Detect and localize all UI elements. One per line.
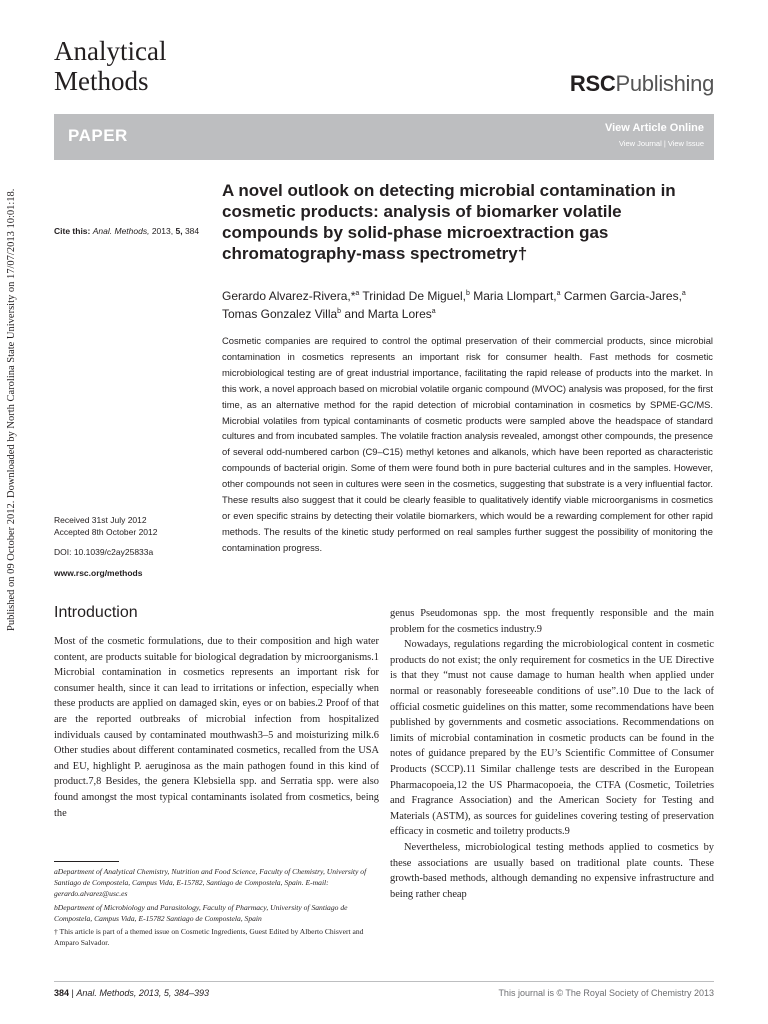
article-title: A novel outlook on detecting microbial contamination in cosmetic products: analysis of biomarker volatile compounds by solid-phase microextraction gas chromatography-mass spectrometry† [222, 181, 676, 263]
intro-paragraph: genus Pseudomonas spp. the most frequently responsible and the main problem for the cosmetics industry.9 [390, 608, 714, 635]
journal-title-line1: Analytical [54, 36, 167, 66]
right-column [390, 606, 714, 902]
footnote-themed-issue: † This article is part of a themed issue on Cosmetic Ingredients, Guest Edited by Alberto Chisvert and Amparo Salvador. [54, 927, 364, 948]
abstract [222, 333, 713, 556]
journal-title-line2: Methods [54, 66, 149, 96]
intro-paragraph: Nevertheless, microbiological testing methods applied to cosmetics by these associations are usually based on traditional plate counts. These growth-based methods, although demanding no expensive infrastructure and being rather cheap [390, 841, 714, 900]
author-list: Gerardo Alvarez-Rivera,*$^a$ Trinidad De Miguel,$^b$ Maria Llompart,$^a$ Carmen Garcia-Jares,$^a$ Tomas Gonzalez Villa$^b$ and Marta Lores$^a$ [222, 289, 686, 321]
download-notice: Published on 09 October 2012. Downloaded by North Carolina State University on 17/07/2013 10:01:18. [6, 188, 17, 632]
copyright-notice: This journal is © The Royal Society of Chemistry 2013 [498, 988, 714, 998]
cite-page: 384 [184, 226, 200, 236]
left-column [54, 634, 379, 821]
doi[interactable]: DOI: 10.1039/c2ay25833a [54, 547, 154, 557]
affiliation-footnotes [54, 866, 379, 950]
cite-journal: Anal. Methods, [92, 226, 150, 236]
cite-volume: 5, [175, 226, 183, 236]
intro-paragraph: Nowadays, regulations regarding the microbiological content in cosmetic products do not exist; the only requirement for cosmetics in the UE Directive is that they “must not cause damage to human health when applied under normal or reasonably foreseeable conditions of use”.10 Due to the lack of official cosmetic guidelines on this matter, some recommendations have been published by governments and cosmetic associations. Recommendations on limits of microbial contamination in cosmetic products can be found in the notes of guidance prepared by the EU’s Scientific Committee of Consumer Products (SCCP).11 Similar challenge tests are described in the European Pharmacopoeia,12 the US Pharmacopoeia, the CTFA (Cosmetic, Toiletries and Fragrance Association) and the American Society for Testing and Materials (ASTM), as sources for guidelines covering testing of preservation efficacy in cosmetic and toiletry products.9 [390, 639, 714, 838]
page-number: 384 [54, 988, 70, 998]
footer-separator: | [69, 988, 77, 998]
cite-prefix: Cite this: [54, 226, 91, 236]
page-footer-citation [54, 988, 209, 998]
received-date: Received 31st July 2012 [54, 515, 147, 525]
cite-year: 2013, [151, 226, 174, 236]
view-journal-issue-links[interactable]: View Journal | View Issue [618, 139, 704, 148]
cite-this [54, 225, 214, 237]
journal-url[interactable]: www.rsc.org/methods [54, 568, 143, 578]
intro-paragraph: Most of the cosmetic formulations, due to their composition and high water content, are products suitable for biological degradation by microorganisms.1 Microbial contamination in cosmetics represents an important risk for consumer health, since it can lead to irritations or infection, especially when these products are applied on damaged skin, eyes or on babies.2 Proof of that are the reported outbreaks of microbial infection from hospitalized individuals caused by contaminated mouthwash3–5 and moisturizing milk.6 Other studies about different contaminated cosmetics, recalled from the USA and EU, highlight P. aeruginosa as the main pathogen found in this kind of product.7,8 Besides, the genera Klebsiella spp. and Serratia spp. were also found amongst the most typical contaminants isolated from cosmetics, being the [54, 636, 379, 819]
footnote-affiliation-b: bDepartment of Microbiology and Parasitology, Faculty of Pharmacy, University of Santiago de Compostela, Campus Vida, E-15782 Santiago de Compostela, Spain [54, 902, 348, 923]
section-heading-introduction: Introduction [54, 604, 138, 621]
article-type-label: PAPER [68, 126, 128, 145]
footnote-divider [54, 861, 119, 862]
footer-ref: Anal. Methods, 2013, 5, 384–393 [76, 988, 209, 998]
abstract-text: Cosmetic companies are required to control the optimal preservation of their commercial products, since microbial contamination in cosmetics represents an important risk for consumer health. Fast methods for cosmetic microbiological testing are of great industrial importance, facilitating the rapid release of products into the market. In this work, a novel approach based on microbial volatile organic compound (MVOC) analysis was proposed, for the first time, as an alternative method for the rapid detection of microbial contamination in cosmetics by SPME-GC/MS. Microbial volatiles from typical contaminants of cosmetic products were sampled above the headspace of standard cultures and from incubated samples. The volatile fraction analysis revealed, amongst other compounds, the presence of several odd-numbered carbon (C9–C15) methyl ketones and alkanols, which have been reported as characteristic compounds of bacterial origin. Some of them were found both in pure bacterial cultures and in the samples. However, other compounds not seen in cultures were seen in the cosmetics, suggesting that substrate is a very influential factor. These results also suggest that it could be clearly feasible to qualitatively identify viable microorganisms in cosmetics or even specific strains by detecting their volatile biomarkers, which would be a rewarding complement for other rapid methods. The results of the kinetic study performed on real samples further suggest the possibility of monitoring the contamination progress. [222, 335, 713, 553]
accepted-date: Accepted 8th October 2012 [54, 527, 158, 537]
view-article-online-link[interactable]: View Article Online [604, 122, 704, 134]
journal-title[interactable] [54, 36, 166, 96]
publisher-publishing: Publishing [615, 71, 714, 96]
footnote-affiliation-a: aDepartment of Analytical Chemistry, Nutrition and Food Science, Faculty of Chemistry, University of Santiago de Compostela, Campus Vida, E-15782, Santiago de Compostela, Spain. E-mail: gerardo.alvarez@usc.es [54, 867, 367, 899]
article-type-banner [54, 114, 714, 160]
publisher-rsc: RSC [569, 71, 616, 96]
footer-divider [54, 981, 714, 982]
publisher-logo[interactable] [570, 71, 714, 97]
